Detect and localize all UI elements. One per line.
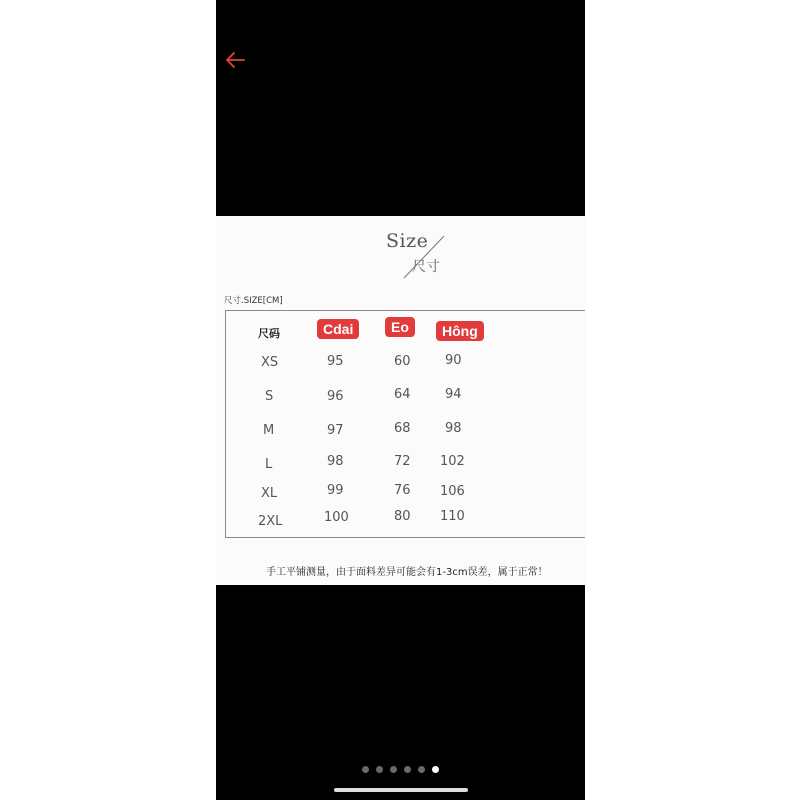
logo-slash xyxy=(386,228,461,283)
row-eo: 64 xyxy=(394,387,411,402)
page-dot[interactable] xyxy=(390,766,397,773)
page-dot[interactable] xyxy=(362,766,369,773)
row-eo: 72 xyxy=(394,454,411,469)
image-viewer xyxy=(216,0,585,800)
row-cdai: 98 xyxy=(327,454,344,469)
home-indicator[interactable] xyxy=(334,788,468,792)
page-indicator[interactable] xyxy=(362,766,439,773)
row-hong: 94 xyxy=(445,387,462,402)
row-size: M xyxy=(263,423,275,438)
row-cdai: 96 xyxy=(327,389,344,404)
measurement-footnote: 手工平铺测量，由于面料差异可能会有1-3cm误差，属于正常！ xyxy=(266,567,548,578)
page-dot[interactable] xyxy=(404,766,411,773)
header-eo-badge: Eo xyxy=(385,317,415,337)
row-cdai: 100 xyxy=(324,510,349,525)
row-hong: 106 xyxy=(440,484,465,499)
header-cdai-badge: Cdai xyxy=(317,319,359,339)
size-logo xyxy=(386,228,461,283)
row-hong: 98 xyxy=(445,421,462,436)
row-hong: 90 xyxy=(445,353,462,368)
header-size: 尺码 xyxy=(258,327,280,340)
row-cdai: 95 xyxy=(327,354,344,369)
header-hong-badge: Hông xyxy=(436,321,484,341)
page-dot[interactable] xyxy=(418,766,425,773)
row-size: S xyxy=(265,389,274,404)
logo-cn-text: 尺寸 xyxy=(412,259,440,275)
row-cdai: 99 xyxy=(327,483,344,498)
row-cdai: 97 xyxy=(327,423,344,438)
row-eo: 60 xyxy=(394,354,411,369)
row-hong: 102 xyxy=(440,454,465,469)
unit-label: 尺寸.SIZE[CM] xyxy=(224,296,283,306)
back-button[interactable] xyxy=(224,48,248,72)
row-eo: 68 xyxy=(394,421,411,436)
row-hong: 110 xyxy=(440,509,465,524)
size-table xyxy=(225,310,585,538)
logo-size-text: Size xyxy=(386,230,429,252)
product-size-chart-image[interactable] xyxy=(216,216,585,585)
arrow-left-icon xyxy=(224,48,248,72)
page-dot-active[interactable] xyxy=(432,766,439,773)
page-dot[interactable] xyxy=(376,766,383,773)
row-size: XS xyxy=(261,355,279,370)
row-eo: 76 xyxy=(394,483,411,498)
row-size: 2XL xyxy=(258,514,283,529)
row-eo: 80 xyxy=(394,509,411,524)
row-size: L xyxy=(265,457,273,472)
row-size: XL xyxy=(261,486,278,501)
